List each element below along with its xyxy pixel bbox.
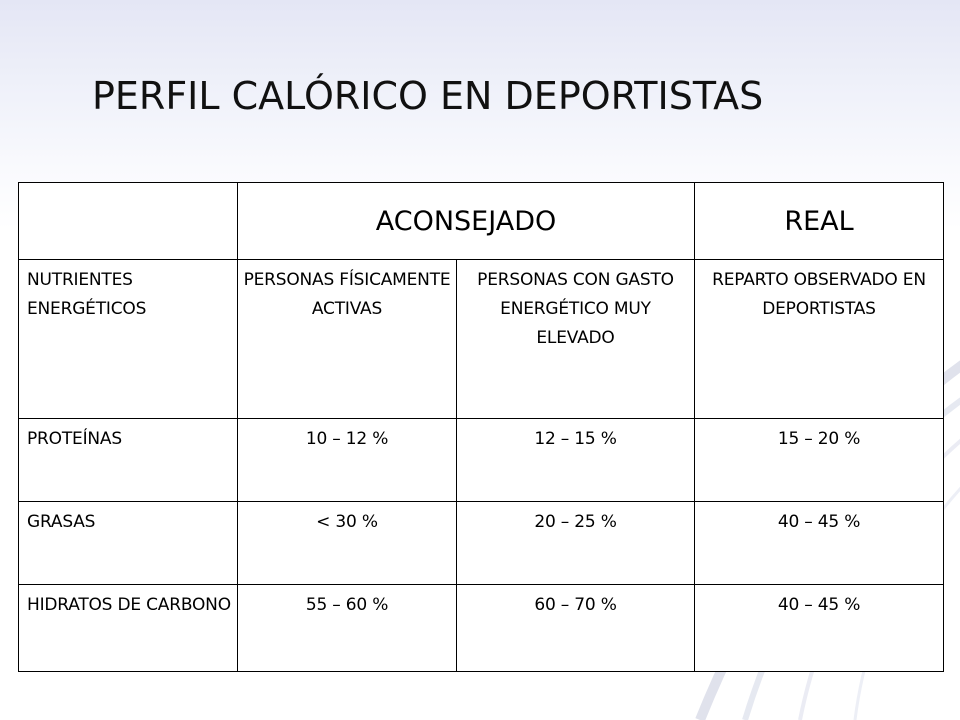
header-corner-cell <box>19 183 238 260</box>
value-activas: 10 – 12 % <box>238 419 457 502</box>
value-activas: < 30 % <box>238 502 457 585</box>
table-row <box>19 419 944 502</box>
table-header-row <box>19 183 944 260</box>
value-elevado: 12 – 15 % <box>457 419 695 502</box>
value-observado: 15 – 20 % <box>695 419 944 502</box>
header-aconsejado: ACONSEJADO <box>238 183 695 260</box>
value-elevado: 60 – 70 % <box>457 585 695 672</box>
table-row <box>19 585 944 672</box>
nutrient-label: PROTEÍNAS <box>19 419 238 502</box>
value-observado: 40 – 45 % <box>695 585 944 672</box>
value-elevado: 20 – 25 % <box>457 502 695 585</box>
subheader-nutrientes-label: NUTRIENTES ENERGÉTICOS <box>19 260 238 419</box>
nutrient-label: GRASAS <box>19 502 238 585</box>
subheader-gasto-elevado: PERSONAS CON GASTO ENERGÉTICO MUY ELEVADO <box>457 260 695 419</box>
table-row <box>19 502 944 585</box>
table-subheader-row <box>19 260 944 419</box>
subheader-reparto-observado: REPARTO OBSERVADO EN DEPORTISTAS <box>695 260 944 419</box>
value-observado: 40 – 45 % <box>695 502 944 585</box>
page-title: PERFIL CALÓRICO EN DEPORTISTAS <box>92 74 764 118</box>
caloric-profile-table <box>18 182 944 672</box>
subheader-personas-activas: PERSONAS FÍSICAMENTE ACTIVAS <box>238 260 457 419</box>
header-real: REAL <box>695 183 944 260</box>
nutrient-label: HIDRATOS DE CARBONO <box>19 585 238 672</box>
value-activas: 55 – 60 % <box>238 585 457 672</box>
